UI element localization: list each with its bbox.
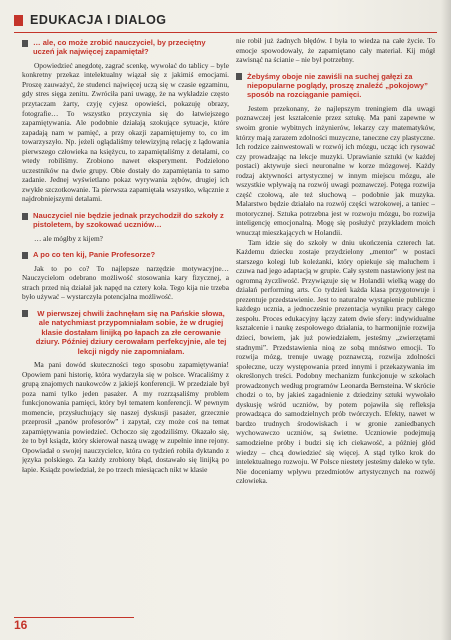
footer-rule <box>14 617 134 619</box>
question-heading <box>22 211 229 230</box>
answer-paragraph: Jak to po co? To najlepsze narzędzie motywacyjne… Nauczycielom odebrano możliwość stosowania kary fizycznej, a strach przed nią działał jak napęd na cztery koła. Tego kija nie trzeba było używać – wystarczyła potencjalna możliwość. <box>22 263 229 302</box>
question-marker-icon <box>236 73 242 80</box>
answer-paragraph: nie robił już żadnych błędów. I była to wiedza na całe życie. To emocje spowodowały, że zapamiętano cały materiał. Kij mógł zawisnąć na ścianie – nie był potrzebny. <box>236 36 435 65</box>
question-heading <box>236 72 435 100</box>
question-marker-icon <box>22 40 28 47</box>
page-number: 16 <box>14 618 28 632</box>
answer-paragraph: … ale mógłby z kijem? <box>34 233 103 243</box>
binding-shadow <box>441 0 451 640</box>
question-marker-icon <box>22 310 28 317</box>
question-text: Nauczyciel nie będzie jednak przychodził do szkoły z pistoletem, by szokować uczniów… <box>33 211 224 230</box>
answer-paragraph: Jestem przekonany, że najlepszym treningiem dla uwagi poznawczej jest kształcenie przez sztukę. Ma pani zapewne w swoim gronie wybitnych inżynierów, lekarzy czy matematyków, którzy mają zarazem zdolności muzyczne, taneczne czy plastyczne. Ich rodzice zainwestowali w rozwój ich mózgu, ucząc ich rysować czy prowadzając na lekcje muzyki. Uprawianie sztuki (w każdej postaci) aktywuje sieci neuronalne w korze mózgowej. Każdy rodzaj aktywności artystycznej w innym miejscu mózgu, ale wszystkie wpływają na rozwój uwagi poznawczej. Potęga rozwija część czołową, ale też słuchową – podobnie jak muzyka. Malarstwo będzie działało na rozwój części wzrokowej, a taniec – motorycznej. Sztuka potrzebna jest w rozwoju mózgu, bo rozwija inteligencję emocjonalną. Mogę się posłużyć przykładem moich wnucząt mieszkających w Holandii. <box>236 103 435 237</box>
question-heading <box>22 250 229 259</box>
header-marker-icon <box>14 15 23 26</box>
answer-paragraph: Ma pani dowód skuteczności tego sposobu zapamiętywania! Opowiem pani historię, która wydarzyła się w polsce. Wracaliśmy z grupą znajomych naukowców z jakiejś konferencji. W przedziale był poza nami tylko jeden pasażer. A my rozrząsaliśmy problem funkcjonowania pamięci, który był tematem konferencji. W pewnym momencie, przysłuchujący się naszej dyskusji pasażer, grzecznie przeprosił „panów profesorów” i zapytał, czy może coś na temat zapamiętywania powiedzieć. Ochoczo się zgodziliśmy. Okazało się, że to był ksiądz, który skierował naszą uwagę w zupełnie inne rejony. Opowiadał o swojej nauczycielce, która co tydzień robiła dyktando z języka polskiego. Za każdy zrobiony błąd, dostawało się linijką po łapie. Ksiądz powiedział, że po trzech miesiącach nikt w klasie <box>22 360 229 475</box>
answer-paragraph: Tam idzie się do szkoły w dniu ukończenia czterech lat. Każdemu dziecku zostaje przydzielony „mentor” w postaci starszego kolegi lub koleżanki, który opiekuje się maluchem i czuwa nad jego adaptacją w grupie. Cały system nastawiony jest na ogromną życzliwość. Przywiązuje się w Holandii wielką wagę do działań performing arts. Co tydzień każda klasa przygotowuje i prezentuje przedstawienie. Jest to naturalne wystąpienie publiczne każdego ucznia, a jednocześnie prezentacja wyniku pracy całego zespołu. Proces edukacyjny łączy zatem dwie sfery: indywidualne kształcenie i naukę zespołowego działania, to harmonijnie rozwija dzieci, bowiem, jak już powiedziałem, jesteśmy „zwierzętami stadnymi”. Przedstawienia nioą ze sobą mnóstwo emocji. To rozwija mózg, trenuje uwagę poznawczą, rozwija zdolności społeczne, uczy występowania przed innymi i przekazywania im określonych treści. Podobny mechanizm funkcjonuje w szkołach prowadzonych według programów Leonarda Bernsteina. W skrócie chodzi o to, by jakieś zagadnienie z dziedziny sztuki wywołało dyskusję wśród uczniów, by potem pojawiła się refleksja prowadząca do samodzielnych prób twórczych. Efekty, nawet w bardzo trudnych środowiskach i w gronie zaniedbanych wychowawczo uczniów, są świetne. Uczniowie podejmują samodzielne próby i budzi się ich ciekawość, a później głód wiedzy – chcą dowiedzieć się więcej. A stąd tylko krok do intelektualnego rozwoju. W Polsce niestety jesteśmy daleko w tyle. Nie doceniamy wpływu przedmiotów artystycznych na rozwój człowieka. <box>236 237 435 486</box>
left-column <box>22 36 229 614</box>
question-heading <box>22 38 229 57</box>
answer-paragraph: Opowiedzieć anegdotę, zagrać scenkę, wywołać do tablicy – byle konkretny przekaz intelektualny wiązał się z jakimiś emocjami. Proszę zauważyć, że studenci najwięcej uczą się w czasie egzaminu, gdy stres sięga zenitu. Zwróciła pani uwagę, że na wykładzie często przytaczam żarty, czyję cyjesz opowieści, pokazuję obrazy, fotografie… To wszystko przyczynia się do łatwiejszego zapamiętywania. Ale podobnie działają szokujące sytuacje, które zapadają nam w pamięć, a przy okazji zapamiętujemy to, co im towarzyszyło. Np. jeżeli oglądaliśmy telewizyjną relację z lądowania pierwszego człowieka na księżycu, to zapamiętaliśmy z detalami, co wtedy robiliśmy. Zrobiono nawet eksperyment. Podzielono uczestników na dwie grupy. Obie dostały do zapamiętania to samo zadanie. Jednej wyświetlano pokaz wyrywania zębów, drugiej ich zwykłe szczotkowanie. Ta pierwsza zapamiętała wszystko, włącznie z najdrobniejszymi detalami. <box>22 60 229 204</box>
question-heading <box>22 309 229 356</box>
question-text: … ale, co może zrobić nauczyciel, by przeciętny uczeń jak najwięcej zapamiętał? <box>33 38 206 57</box>
question-text: W pierwszej chwili żachnęłam się na Pańskie słowa, ale natychmiast przypomniałam sobie, że w drugiej klasie dostałam linijką po łapach za złe cerowanie dziury. Później dziury cerowałam perfekcyjnie, ale tej lekcji nigdy nie zapomniałam. <box>35 308 227 356</box>
question-marker-icon <box>22 213 28 220</box>
question-text: Żebyśmy oboje nie zawiśli na suchej gałęzi za niepopularne poglądy, proszę znaleźć „pokojowy” sposób na rozciąganie pamięci. <box>247 71 428 100</box>
question-text: A po co ten kij, Panie Profesorze? <box>33 250 156 260</box>
question-marker-icon <box>22 252 28 259</box>
right-column <box>236 36 435 614</box>
section-header <box>14 8 437 33</box>
section-title: EDUKACJA I DIALOG <box>30 13 167 27</box>
